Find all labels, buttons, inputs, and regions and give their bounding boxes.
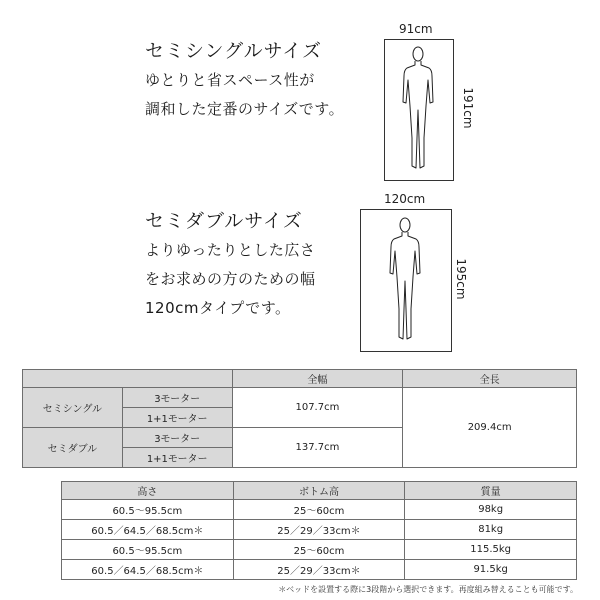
footnote: ＊ベッドを設置する際に3段階から選択できます。再度組み替えることも可能です。 [278,585,578,594]
person-icon [387,215,423,345]
weight-cell: 81kg [405,520,577,540]
row-label-semi-single: セミシングル [23,388,123,428]
person-icon [400,44,436,174]
motor-cell: 1+1モーター [122,408,232,428]
height-cell: 60.5／64.5／68.5cm＊ [62,520,234,540]
height-cell: 60.5～95.5cm [62,540,234,560]
semi-double-width-label: 120cm [384,192,426,206]
table-row [62,560,577,580]
motor-cell: 1+1モーター [122,448,232,468]
semi-double-desc-line3: 120cmタイプです。 [145,299,291,317]
dimensions-table [22,369,577,468]
weight-cell: 91.5kg [405,560,577,580]
table-header-length: 全長 [403,370,577,388]
bottom-cell: 25／29／33cm＊ [233,560,405,580]
semi-double-title: セミダブルサイズ [145,210,303,232]
semi-single-width-label: 91cm [399,22,433,36]
table-header-width: 全幅 [232,370,403,388]
motor-cell: 3モーター [122,428,232,448]
width-cell: 107.7cm [232,388,403,428]
bottom-cell: 25～60cm [233,500,405,520]
semi-single-desc-line1: ゆとりと省スペース性が [145,71,315,89]
width-cell: 137.7cm [232,428,403,468]
motor-cell: 3モーター [122,388,232,408]
semi-single-title: セミシングルサイズ [145,40,323,62]
row-label-semi-double: セミダブル [23,428,123,468]
semi-single-length-label: 191cm [461,87,475,129]
bottom-cell: 25／29／33cm＊ [233,520,405,540]
table-header-blank [23,370,233,388]
table-row [62,520,577,540]
weight-cell: 115.5kg [405,540,577,560]
table-header-bottom: ボトム高 [233,482,405,500]
height-cell: 60.5～95.5cm [62,500,234,520]
table-row [62,500,577,520]
table-row [62,540,577,560]
specs-table [61,481,577,580]
length-cell: 209.4cm [403,388,577,468]
table-header-height: 高さ [62,482,234,500]
weight-cell: 98kg [405,500,577,520]
height-cell: 60.5／64.5／68.5cm＊ [62,560,234,580]
bottom-cell: 25～60cm [233,540,405,560]
semi-single-desc-line2: 調和した定番のサイズです。 [145,100,345,118]
semi-double-desc-line2: をお求めの方のための幅 [145,270,316,288]
semi-double-desc-line1: よりゆったりとした広さ [145,241,316,259]
semi-double-length-label: 195cm [454,258,468,300]
table-header-weight: 質量 [405,482,577,500]
